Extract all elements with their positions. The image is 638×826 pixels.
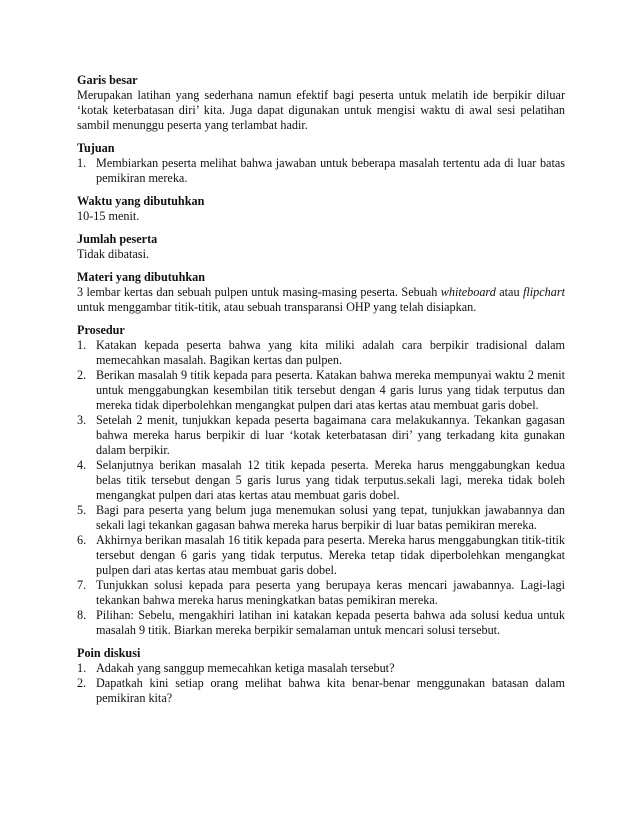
list-item <box>77 156 565 186</box>
list-number: 8. <box>77 608 87 622</box>
paragraph <box>77 285 565 315</box>
list-item <box>77 503 565 533</box>
list-number: 3. <box>77 413 87 427</box>
prosedur-list <box>77 338 565 638</box>
section-heading: Poin diskusi <box>77 646 141 660</box>
list-number: 1. <box>77 661 87 675</box>
list-text: Selanjutnya berikan masalah 12 titik kepada peserta. Mereka harus menggabungkan kedua belas titik tersebut dengan 5 garis lurus yang tidak terputus.sekali lagi, mereka tidak boleh mengangkat pulpen dari atas kertas atau membuat garis dobel. <box>96 458 565 502</box>
list-number: 2. <box>77 368 87 382</box>
section-waktu <box>77 194 565 224</box>
list-text: Berikan masalah 9 titik kepada para peserta. Katakan bahwa mereka mempunyai waktu 2 menit untuk menggabungkan kesembilan titik tersebut dengan 4 garis lurus yang tidak terputus dan mereka tidak diperbolehkan mengangkat pulpen dari atas kertas atau membuat garis dobel. <box>96 368 565 412</box>
paragraph: Merupakan latihan yang sederhana namun efektif bagi peserta untuk melatih ide berpikir diluar ‘kotak keterbatasan diri’ kita. Juga dapat digunakan untuk mengisi waktu di awal sesi pelatihan sambil menunggu peserta yang terlambat hadir. <box>77 88 565 132</box>
list-item <box>77 533 565 578</box>
list-item <box>77 578 565 608</box>
section-heading: Prosedur <box>77 323 125 337</box>
list-text: Pilihan: Sebelu, mengakhiri latihan ini katakan kepada peserta bahwa ada solusi kedua untuk masalah 9 titik. Biarkan mereka berpikir semalaman untuk mencari solusi tersebut. <box>96 608 565 637</box>
section-heading: Materi yang dibutuhkan <box>77 270 205 284</box>
section-heading: Garis besar <box>77 73 138 87</box>
section-garis-besar <box>77 73 565 133</box>
section-heading: Tujuan <box>77 141 115 155</box>
section-poin-diskusi <box>77 646 565 706</box>
section-materi <box>77 270 565 315</box>
list-text: Akhirnya berikan masalah 16 titik kepada para peserta. Mereka harus menggabungkan titik-titik tersebut dengan 6 garis yang tidak terputus. Mereka tetap tidak diperbolehkan mengangkat pulpen dari atas kertas atau membuat garis dobel. <box>96 533 565 577</box>
section-jumlah <box>77 232 565 262</box>
list-number: 6. <box>77 533 87 547</box>
list-number: 7. <box>77 578 87 592</box>
list-text: Adakah yang sanggup memecahkan ketiga masalah tersebut? <box>96 661 395 675</box>
list-text: Setelah 2 menit, tunjukkan kepada peserta bagaimana cara melakukannya. Tekankan gagasan bahwa mereka harus berpikir di luar ‘kotak keterbatasan diri’ yang terkadang kita gunakan dalam berpikir. <box>96 413 565 457</box>
paragraph: 10-15 menit. <box>77 209 140 223</box>
text-run: 3 lembar kertas dan sebuah pulpen untuk masing-masing peserta. Sebuah <box>77 285 441 299</box>
italic-run: flipchart <box>523 285 565 299</box>
list-item <box>77 661 565 676</box>
list-item <box>77 676 565 706</box>
section-heading: Jumlah peserta <box>77 232 158 246</box>
list-text: Membiarkan peserta melihat bahwa jawaban untuk beberapa masalah tertentu ada di luar batas pemikiran mereka. <box>96 156 565 185</box>
list-text: Bagi para peserta yang belum juga menemukan solusi yang tepat, tunjukkan jawabannya dan sekali lagi tekankan gagasan bahwa mereka harus berpikir di luar batas pemikiran mereka. <box>96 503 565 532</box>
list-item <box>77 368 565 413</box>
list-number: 5. <box>77 503 87 517</box>
list-number: 4. <box>77 458 87 472</box>
list-item <box>77 458 565 503</box>
list-item <box>77 338 565 368</box>
list-item <box>77 608 565 638</box>
tujuan-list <box>77 156 565 186</box>
list-item <box>77 413 565 458</box>
list-text: Katakan kepada peserta bahwa yang kita miliki adalah cara berpikir tradisional dalam memecahkan masalah. Bagikan kertas dan pulpen. <box>96 338 565 367</box>
poin-list <box>77 661 565 706</box>
document-page <box>77 73 565 714</box>
section-prosedur <box>77 323 565 638</box>
paragraph: Tidak dibatasi. <box>77 247 149 261</box>
list-number: 1. <box>77 156 87 170</box>
text-run: atau <box>495 285 523 299</box>
section-tujuan <box>77 141 565 186</box>
text-run: untuk menggambar titik-titik, atau sebuah transparansi OHP yang telah disiapkan. <box>77 300 477 314</box>
list-text: Dapatkah kini setiap orang melihat bahwa kita benar-benar menggunakan batasan dalam pemikiran kita? <box>96 676 565 705</box>
list-number: 2. <box>77 676 87 690</box>
section-heading: Waktu yang dibutuhkan <box>77 194 205 208</box>
list-number: 1. <box>77 338 87 352</box>
list-text: Tunjukkan solusi kepada para peserta yang berupaya keras mencari jawabannya. Lagi-lagi tekankan bahwa mereka harus meningkatkan batas pemikiran mereka. <box>96 578 565 607</box>
italic-run: whiteboard <box>440 285 496 299</box>
